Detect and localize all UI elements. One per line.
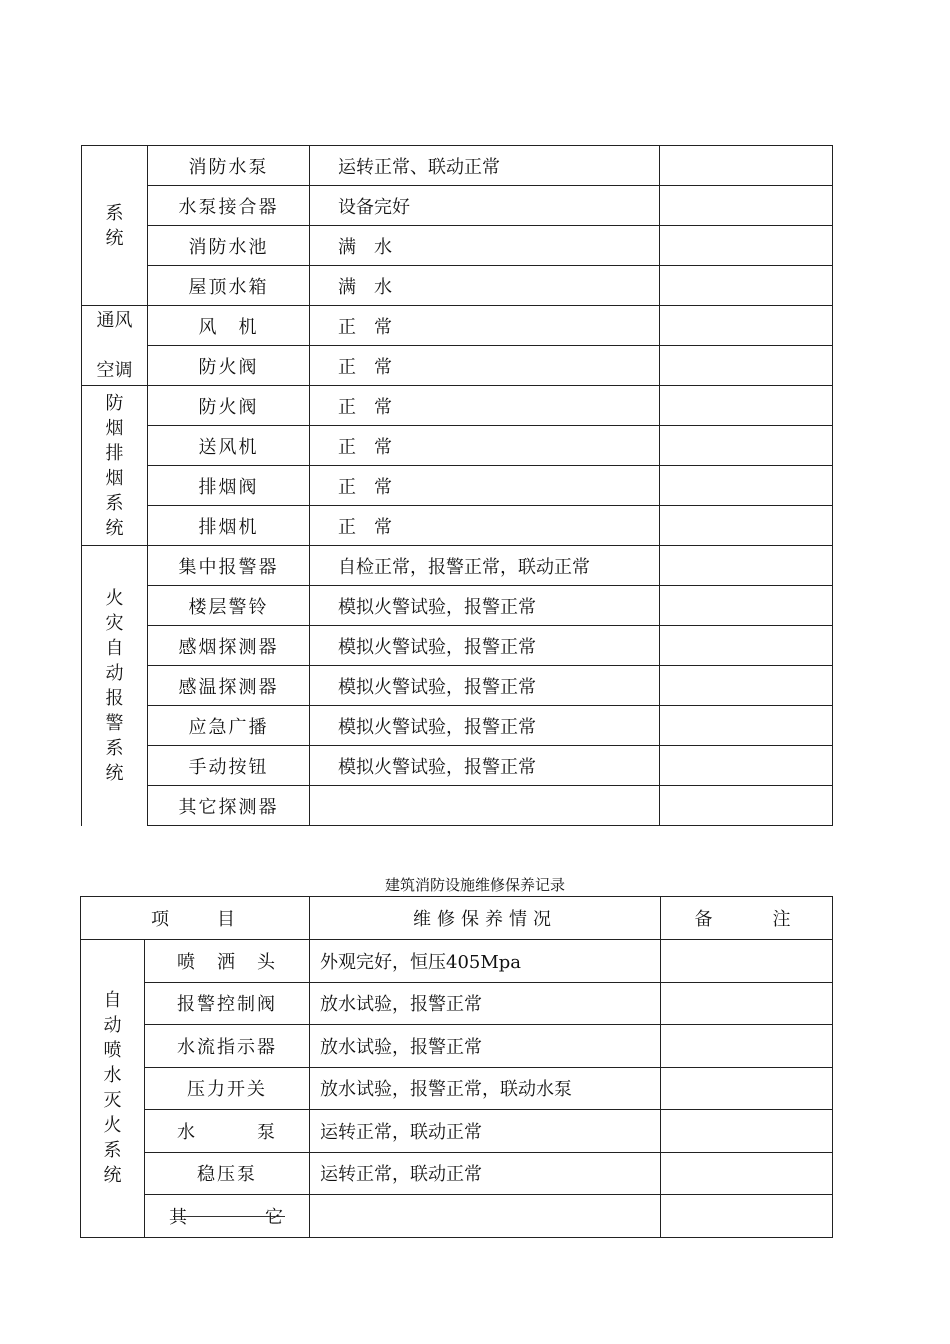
maintenance-table-1 [81,145,833,826]
category-cell: 通风 空调 [82,306,148,386]
note-cell [661,1067,833,1110]
desc-cell: 放水试验，报警正常 [310,982,661,1025]
desc-cell: 满 水 [310,226,660,266]
table-row [82,586,833,626]
desc-cell: 正 常 [310,506,660,546]
category-cell: 火 灾 自 动 报 警 系 统 [82,546,148,826]
struck-item-label: 其 它 [169,1203,285,1229]
note-cell [660,506,833,546]
item-cell: 风 机 [148,306,310,346]
note-cell [660,466,833,506]
table-row [82,786,833,826]
desc-cell: 放水试验，报警正常 [310,1025,661,1068]
desc-cell: 正 常 [310,306,660,346]
item-cell: 其它探测器 [148,786,310,826]
item-cell: 水 泵 [145,1110,310,1153]
item-cell: 报警控制阀 [145,982,310,1025]
note-cell [660,746,833,786]
table-row [82,746,833,786]
table-row [82,186,833,226]
table-row [82,466,833,506]
table-row [82,386,833,426]
item-cell: 手动按钮 [148,746,310,786]
note-cell [660,706,833,746]
item-cell: 防火阀 [148,386,310,426]
note-cell [660,586,833,626]
item-cell: 楼层警铃 [148,586,310,626]
note-cell [660,146,833,186]
desc-cell: 自检正常，报警正常，联动正常 [310,546,660,586]
desc-cell: 设备完好 [310,186,660,226]
note-cell [661,1110,833,1153]
table-row [82,266,833,306]
table-row [82,706,833,746]
category-label: 自动喷水灭火系统 [103,990,122,1187]
desc-cell: 满 水 [310,266,660,306]
table-row [82,146,833,186]
item-cell: 屋顶水箱 [148,266,310,306]
desc-cell: 模拟火警试验，报警正常 [310,666,660,706]
desc-cell: 运转正常，联动正常 [310,1152,661,1195]
header-desc: 维修保养情况 [310,897,661,940]
note-cell [660,386,833,426]
table-row [82,506,833,546]
note-cell [660,266,833,306]
header-note: 备 注 [661,897,833,940]
item-cell: 喷 洒 头 [145,940,310,983]
note-cell [661,1195,833,1238]
table-row [81,1110,833,1153]
note-cell [660,626,833,666]
maintenance-table-2 [80,896,833,1238]
note-cell [660,186,833,226]
header-item: 项 目 [81,897,310,940]
item-cell: 感温探测器 [148,666,310,706]
record-title: 建筑消防设施维修保养记录 [384,876,565,894]
item-cell [145,1195,310,1238]
table-row [82,666,833,706]
item-cell: 送风机 [148,426,310,466]
desc-cell: 放水试验，报警正常，联动水泵 [310,1067,661,1110]
note-cell [661,940,833,983]
note-cell [660,786,833,826]
note-cell [660,426,833,466]
item-cell: 水泵接合器 [148,186,310,226]
desc-cell: 正 常 [310,466,660,506]
desc-cell: 正 常 [310,386,660,426]
table-row [82,626,833,666]
item-cell: 集中报警器 [148,546,310,586]
item-cell: 消防水泵 [148,146,310,186]
note-cell [661,1152,833,1195]
note-cell [661,982,833,1025]
category-cell: 防 烟 排 烟 系 统 [82,386,148,546]
table-row [82,306,833,346]
table-row [82,546,833,586]
desc-cell: 外观完好，恒压405Mpa [310,940,661,983]
item-cell: 压力开关 [145,1067,310,1110]
table-header-row [81,897,833,940]
desc-cell: 运转正常、联动正常 [310,146,660,186]
desc-cell: 模拟火警试验，报警正常 [310,706,660,746]
note-cell [660,666,833,706]
note-cell [660,306,833,346]
desc-cell: 运转正常，联动正常 [310,1110,661,1153]
table-row [81,982,833,1025]
desc-cell [310,786,660,826]
desc-cell: 正 常 [310,346,660,386]
item-cell: 排烟阀 [148,466,310,506]
desc-cell: 模拟火警试验，报警正常 [310,626,660,666]
category-cell: 系 统 [82,146,148,306]
table-row [81,1195,833,1238]
desc-cell: 正 常 [310,426,660,466]
note-cell [660,546,833,586]
desc-cell: 模拟火警试验，报警正常 [310,746,660,786]
table-row [81,1067,833,1110]
item-cell: 稳压泵 [145,1152,310,1195]
desc-cell: 模拟火警试验，报警正常 [310,586,660,626]
item-cell: 应急广播 [148,706,310,746]
item-cell: 消防水池 [148,226,310,266]
category-cell [81,940,145,1238]
note-cell [660,346,833,386]
desc-cell [310,1195,661,1238]
item-cell: 感烟探测器 [148,626,310,666]
table-row [81,940,833,983]
table-row [82,426,833,466]
table-row [82,226,833,266]
table-row [81,1152,833,1195]
item-cell: 排烟机 [148,506,310,546]
item-cell: 防火阀 [148,346,310,386]
note-cell [660,226,833,266]
item-cell: 水流指示器 [145,1025,310,1068]
table-row [82,346,833,386]
note-cell [661,1025,833,1068]
table-row [81,1025,833,1068]
